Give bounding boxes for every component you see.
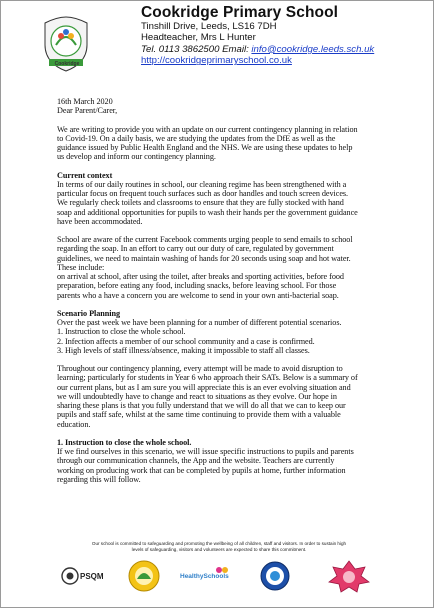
close-line: If we find ourselves in this scenario, we will issue specific instructions to pupils and parents xyxy=(57,447,354,456)
facebook-line: These include: xyxy=(57,262,105,272)
red-award-icon xyxy=(327,559,371,593)
intro-line: to Covid-19. On a daily basis, we are studying the updates from the DfE as well as the xyxy=(57,133,336,143)
psqm-label: PSQM xyxy=(80,572,104,581)
scenario-line: 3. High levels of staff illness/absence, making it impossible to staff all classes. xyxy=(57,345,310,355)
facebook-line: regarding the soap. In an effort to carry out our duty of care, regulated by government xyxy=(57,244,334,254)
scenario-line: Over the past week we have been planning for a number of different potential scenarios. xyxy=(57,318,342,327)
section-heading: Current context xyxy=(57,170,113,180)
planning-line: our current plans, but as I am sure you will appreciate this is an ever evolving situation and xyxy=(57,382,351,392)
section-heading: 1. Instruction to close the whole school. xyxy=(57,437,192,447)
headteacher-line: Headteacher, Mrs L Hunter xyxy=(141,32,256,44)
facebook-line: guidelines, we need to maintain washing of hands for 20 seconds using soap and hot water. xyxy=(57,253,351,263)
accreditation-logos xyxy=(61,557,391,593)
healthy-schools-logo-icon xyxy=(179,563,237,589)
context-line: In terms of our daily routines in school, our cleaning regime has been strengthened with a xyxy=(57,179,347,189)
context-line: soap and additional opportunities for pupils to wash their hands per the government guidance xyxy=(57,207,358,217)
planning-line: education. xyxy=(57,419,91,429)
letterhead xyxy=(141,4,431,67)
planning-line: pupils and staff safe, whilst at the same time continuing to provide them with a valuable xyxy=(57,410,341,420)
facebook-line: School are aware of the current Facebook comments urging people to send emails to school xyxy=(57,235,353,244)
close-line: working on producing work that can be completed by pupils at home, further information xyxy=(57,465,346,475)
website-link[interactable]: http://cookridgeprimaryschool.co.uk xyxy=(141,55,292,67)
letter-body xyxy=(57,97,393,484)
letter-date: 16th March 2020 xyxy=(57,97,113,106)
scenario-line: 1. Instruction to close the whole school. xyxy=(57,327,186,337)
planning-line: we will undoubtedly have to change and react to situations as they evolve. Our hope in xyxy=(57,391,337,401)
planning-line: Throughout our contingency planning, every attempt will be made to avoid disruption to xyxy=(57,364,343,373)
blue-award-icon xyxy=(259,560,291,592)
healthy-schools-label: HealthySchools xyxy=(180,573,229,580)
tel-label: Tel. 0113 3862500 Email: xyxy=(141,43,249,55)
context-line: particular focus on frequent touch surfaces such as door handles and touch screen devices. xyxy=(57,189,349,198)
intro-line: guidance issued by Public Health England and the NHS. We are using these updates to help xyxy=(57,143,353,152)
letter-salutation: Dear Parent/Carer, xyxy=(57,106,118,116)
context-line: We regularly check toilets and classrooms to ensure that they are fully stocked with hand xyxy=(57,198,344,208)
intro-line: We are writing to provide you with an update on our current contingency planning in relation xyxy=(57,124,358,134)
context-line: have been accommodated. xyxy=(57,216,143,226)
facebook-line: on arrival at school, after using the toilet, after breaks and sporting activities, before food xyxy=(57,272,344,281)
psqm-logo-icon xyxy=(61,563,107,589)
award-badge-icon xyxy=(127,559,161,593)
close-line: regarding this will follow. xyxy=(57,474,141,484)
school-address: Tinshill Drive, Leeds, LS16 7DH xyxy=(141,21,277,32)
close-line: through our communication channels, the App and the website. Teachers are currently xyxy=(57,456,335,466)
safeguarding-note xyxy=(53,541,385,553)
school-name: Cookridge Primary School xyxy=(141,4,339,21)
facebook-line: parents who a have a concern you are welcome to send in your own anti-bacterial soap. xyxy=(57,290,339,300)
planning-line: sharing these plans is that you fully understand that we will do all that we can to keep our xyxy=(57,401,346,410)
planning-line: learning; particularly for students in Year 6 who approach their SATs. Below is a summary of xyxy=(57,373,358,383)
facebook-line: preparation, before eating any food, including snacks, before leaving school. For those xyxy=(57,281,337,291)
intro-line: us develop and inform our contingency planning. xyxy=(57,152,216,162)
scenario-line: 2. Infection affects a member of our school community and a case is confirmed. xyxy=(57,336,315,346)
safeguarding-line: levels of safeguarding, visitors and volunteers are expected to share this commitment. xyxy=(131,547,307,552)
logo-label: Cookridge xyxy=(54,61,80,67)
safeguarding-line: Our school is committed to safeguarding and promoting the wellbeing of all children, staff and visitors. In order to sustain high xyxy=(91,541,347,546)
email-link[interactable]: info@cookridge.leeds.sch.uk xyxy=(251,43,375,55)
section-heading: Scenario Planning xyxy=(57,308,121,318)
contact-line xyxy=(141,44,431,55)
